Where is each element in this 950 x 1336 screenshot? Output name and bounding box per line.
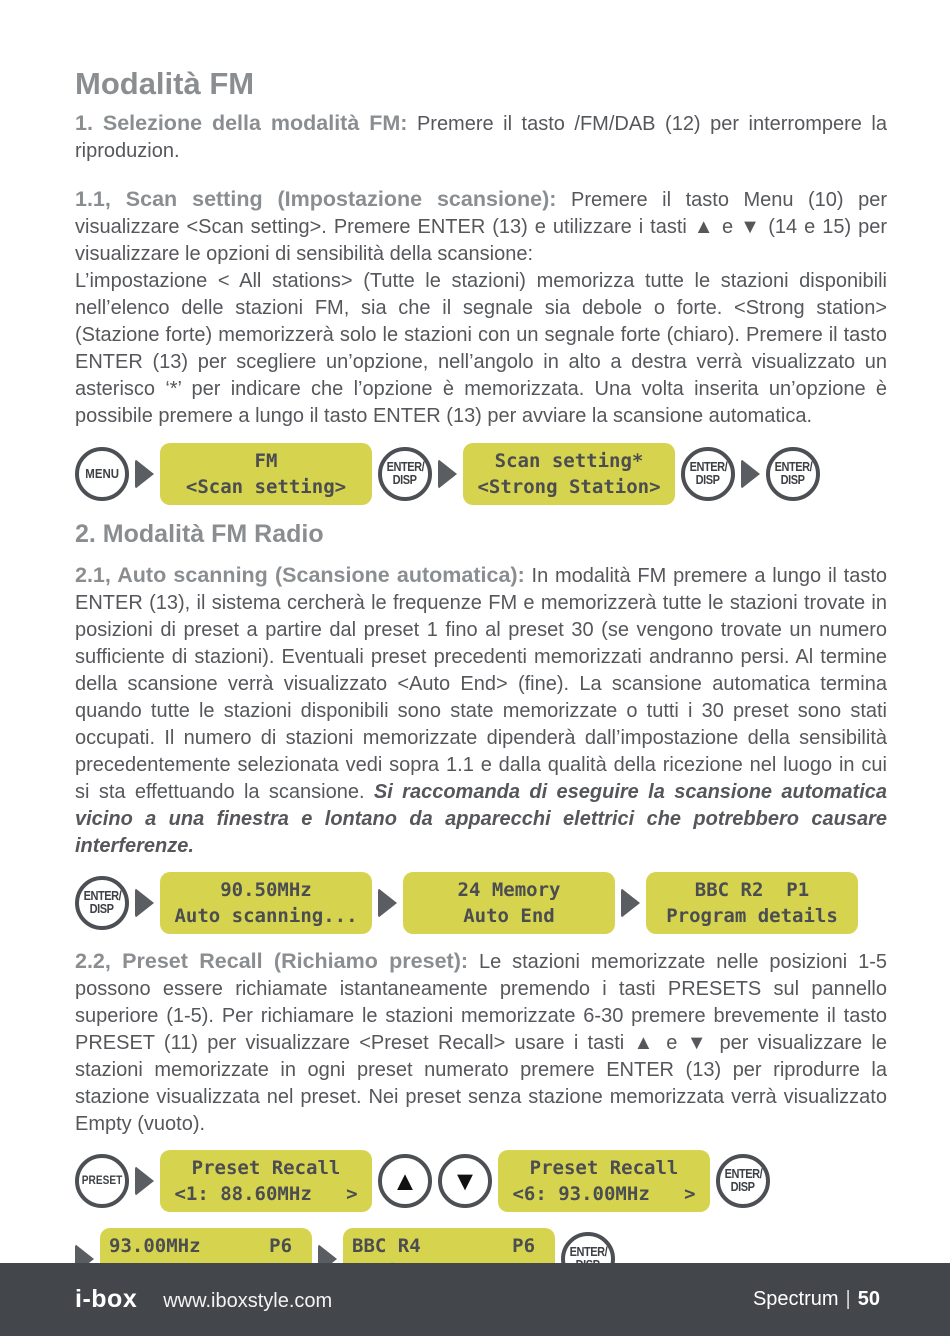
section-1-heading: 1. Selezione della modalità FM:: [75, 111, 408, 135]
section-2-2-heading: 2.2, Preset Recall (Richiamo preset):: [75, 949, 469, 973]
up-arrow-button: ▲: [378, 1154, 432, 1208]
lcd-display-auto-end: [403, 872, 615, 934]
preset-button: PRESET: [75, 1154, 129, 1208]
lcd-display-preset-6: [498, 1150, 710, 1212]
arrow-right-icon: [741, 459, 760, 489]
enter-disp-button: ENTER/ DISP: [75, 876, 129, 930]
lcd-line: <6: 93.00MHz >: [512, 1183, 696, 1205]
section-2-1-text: In modalità FM premere a lungo il tasto ENTER (13), il sistema cercherà le frequenze FM e memorizzerà tutte le stazioni trovate in posizioni di preset a partire dal preset 1 fino al preset 30 (se vengono trovate un numero sufficiente di stazioni). Eventuali preset precedenti memorizzati andranno persi. Al termine della scansione verrà visualizzato <Auto End> (fine). La scansione automatica termina quando tutte le stazioni disponibili sono state memorizzate o tutti i 30 preset sono stati occupati. Il numero di stazioni memorizzate dipenderà dall’impostazione della sensibilità precedentemente selezionata vedi sopra 1.1 e dalla qualità della ricezione nel luogo in cui si sta effettuando la scansione.: [75, 565, 887, 803]
lcd-line: 24 Memory: [457, 879, 561, 901]
lcd-line: 90.50MHz: [220, 879, 312, 901]
section-2-2: [75, 948, 887, 1138]
section-2-1: [75, 562, 887, 860]
lcd-display-auto-scanning: [160, 872, 372, 934]
lcd-line: 93.00MHz P6: [109, 1235, 293, 1257]
lcd-line: Auto scanning...: [174, 905, 358, 927]
arrow-right-icon: [135, 888, 154, 918]
lcd-line: Preset Recall: [529, 1157, 679, 1179]
lcd-line: <Strong Station>: [477, 476, 661, 498]
section-1: [75, 110, 887, 165]
lcd-line: BBC R4 P6: [352, 1235, 536, 1257]
lcd-line: Scan setting*: [494, 450, 644, 472]
enter-disp-button: ENTER/ DISP: [681, 447, 735, 501]
section-1-text: Premere il tasto /FM/DAB (12) per interrompere la riproduzion.: [75, 113, 887, 162]
lcd-display-fm-scan-setting: [160, 443, 372, 505]
lcd-line: Program details: [666, 905, 838, 927]
menu-button: MENU: [75, 447, 129, 501]
section-1-1: [75, 186, 887, 430]
lcd-line: BBC R2 P1: [694, 879, 810, 901]
lcd-line: <Scan setting>: [185, 476, 347, 498]
down-arrow-button: ▼: [438, 1154, 492, 1208]
arrow-right-icon: [135, 459, 154, 489]
flow-scan-setting: [75, 441, 887, 507]
lcd-line: Preset Recall: [191, 1157, 341, 1179]
footer-page-number: 50: [857, 1288, 880, 1310]
enter-disp-button: ENTER/ DISP: [716, 1154, 770, 1208]
section-1-1-text-part2: L’impostazione < All stations> (Tutte le stazioni) memorizza tutte le stazioni disponibili nell’elenco delle stazioni FM, sia che il segnale sia debole o forte. <Strong station> (Stazione forte) memorizzerà solo le stazioni con un segnale forte (chiaro). Premere il tasto ENTER (13) per scegliere un’opzione, nell’angolo in alto a destra verrà visualizzato un asterisco ‘*’ per indicare che l’opzione è memorizzata. Una volta inserita un’opzione è possibile premere a lungo il tasto ENTER (13) per avviare la scansione automatica.: [75, 270, 887, 427]
arrow-right-icon: [135, 1166, 154, 1196]
lcd-display-strong-station: [463, 443, 675, 505]
lcd-display-program-details: [646, 872, 858, 934]
footer-right: [753, 1288, 880, 1311]
flow-auto-scanning: [75, 870, 887, 936]
enter-disp-button: ENTER/: [561, 1232, 615, 1286]
section-2-heading: 2. Modalità FM Radio: [75, 520, 324, 548]
enter-disp-button: ENTER/ DISP: [766, 447, 820, 501]
section-2-1-note: Si raccomanda di eseguire la scansione automatica vicino a una finestra e lontano da apparecchi elettrici che potrebbero causare interferenze.: [75, 781, 887, 857]
page-content: [75, 66, 887, 1304]
lcd-line: <1: 88.60MHz >: [174, 1183, 358, 1205]
footer: [0, 1263, 950, 1336]
lcd-display-preset-1: [160, 1150, 372, 1212]
footer-url: www.iboxstyle.com: [163, 1290, 333, 1312]
enter-disp-button: ENTER/ DISP: [378, 447, 432, 501]
section-2-1-heading: 2.1, Auto scanning (Scansione automatica):: [75, 563, 525, 587]
footer-left: [75, 1285, 332, 1314]
lcd-line: Auto End: [463, 905, 555, 927]
section-1-1-heading: 1.1, Scan setting (Impostazione scansione):: [75, 187, 557, 211]
lcd-line: FM: [254, 450, 278, 472]
page-title: Modalità FM: [75, 66, 255, 101]
arrow-right-icon: [378, 888, 397, 918]
flow-preset-recall-1: [75, 1148, 887, 1214]
section-2-2-text: Le stazioni memorizzate nelle posizioni 1-5 possono essere richiamate istantaneamente premendo i tasti PRESETS sul pannello superiore (1-5). Per richiamare le stazioni memorizzate 6-30 premere brevemente il tasto PRESET (11) per visualizzare <Preset Recall> usare i tasti ▲ e ▼ per visualizzare le stazioni memorizzate in ogni preset numerato premere ENTER (13) per riprodurre la stazione visualizzata nel preset. Nei preset senza stazione memorizzata verrà visualizzato Empty (vuoto).: [75, 951, 888, 1135]
footer-product-name: Spectrum: [752, 1288, 839, 1310]
footer-separator: |: [845, 1288, 851, 1310]
arrow-right-icon: [438, 459, 457, 489]
ibox-logo: i-box: [75, 1285, 138, 1313]
arrow-right-icon: [621, 888, 640, 918]
section-1-1-text-part1: Premere il tasto Menu (10) per visualizzare <Scan setting>. Premere ENTER (13) e utilizzare i tasti ▲ e ▼ (14 e 15) per visualizzare le opzioni di sensibilità della scansione:: [75, 189, 887, 265]
